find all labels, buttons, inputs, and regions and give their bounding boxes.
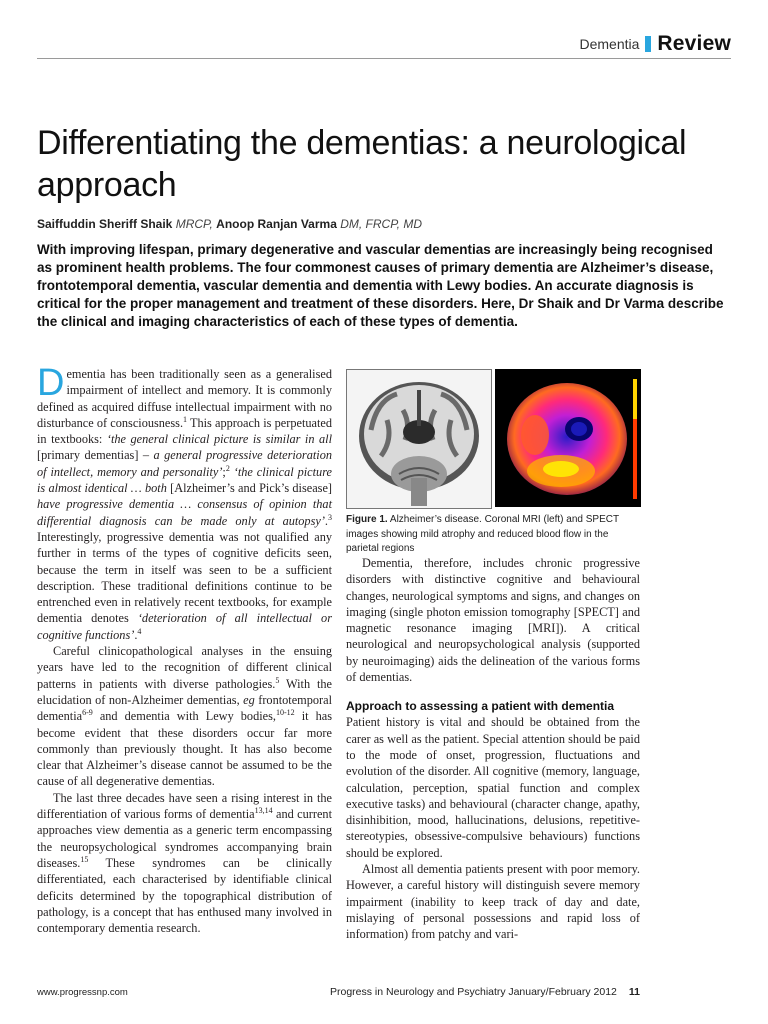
body-paragraph: Almost all dementia patients present with poor memory. However, a careful history will distinguish severe memory impairment (inability to keep track of day and date, mislaying of personal possessions and rapid loss of information) from patchy and vari-: [346, 862, 640, 942]
header-divider: [37, 58, 731, 59]
quote: have progressive dementia … consensus of opinion that differential diagnosis can be made only at autopsy’: [37, 497, 332, 528]
text-run: Interestingly, progressive dementia was not qualified any further in terms of the types of cognitive deficits seen, because the term in itself was seen to be a sufficient description. These traditional definitions continue to be entrenched even in relatively recent textbooks, for example dementia denotes: [37, 529, 332, 626]
author-line: [37, 217, 422, 231]
body-paragraph: [37, 362, 332, 643]
caption-text: Alzheimer’s disease. Coronal MRI (left) and SPECT images showing mild atrophy and reduced blood flow in the parietal regions: [346, 514, 619, 554]
section-heading: Approach to assessing a patient with dementia: [346, 699, 615, 714]
text-run: These syndromes can be clinically differentiated, each characterised by identifiable clinical deficits determined by the topographical distribution of pathology, is a concept that has enthused many involved in contemporary dementia research.: [37, 855, 332, 936]
body-paragraph: [37, 643, 332, 790]
text-run: The last three decades have seen a rising interest in the differentiation of various forms of dementia: [37, 790, 332, 822]
article-title: Differentiating the dementias: a neurological approach: [37, 124, 687, 204]
abbreviation: eg: [243, 692, 255, 707]
text-run: ementia has been traditionally seen as a generalised impairment of intellect and memory. It is commonly defined as acquired diffuse intellectual impairment with no disturbance of consciousness.: [37, 367, 332, 430]
quote: ‘deterioration of all intellectual or cognitive functions’: [37, 611, 332, 642]
journal-reference: [330, 986, 640, 998]
journal-name: Progress in Neurology and Psychiatry: [330, 986, 506, 998]
text-run: it has become evident that these disorders occur far more commonly than previously thought. It has also become clear that Alzheimer’s disease cannot be assumed to be the cause of all degenerative dementias.: [37, 709, 333, 789]
body-column-right: [346, 555, 640, 943]
body-paragraph: Patient history is vital and should be obtained from the carer as well as the patient. Special attention should be paid to the mode of onset, progression, fluctuations and evolution of the disorder. All cognitive (memory, language, calculation, perception, spatial function and complex executive tasks) and behavioural (character change, apathy, disinhibition, mood, hallucinations, delusions, repetitive-stereotypies, obsessive-compulsive behaviours) functions should be explored.: [346, 715, 640, 860]
author-name: Anoop Ranjan Varma: [216, 217, 337, 231]
author-qualifications: DM, FRCP, MD: [340, 217, 422, 231]
text-run: [Alzheimer’s and Pick’s disease]: [166, 481, 332, 496]
body-paragraph: [37, 790, 332, 937]
standfirst: With improving lifespan, primary degenerative and vascular dementias are increasingly being recognised as prominent health problems. The four commonest causes of primary dementia are Alzheimer’s disease, frontotemporal dementia, vascular dementia and dementia with Lewy bodies. An accurate diagnosis is critical for the proper management and treatment of these disorders. Here, Dr Shaik and Dr Varma describe the clinical and imaging characteristics of each of these types of dementia.: [37, 242, 724, 329]
citation: 6-9: [82, 708, 93, 718]
author-qualifications: MRCP,: [175, 217, 213, 231]
issue-date: January/February 2012: [508, 986, 617, 998]
body-paragraph: Dementia, therefore, includes chronic progressive disorders with distinctive cognitive and behavioural changes, neurological symptoms and signs, and changes on imaging (single photon emission tomography [SPECT] and magnetic resonance imaging [MRI]). A critical neurological and neuropsychological analysis (supported by neuroimaging) aids the delineation of the various forms of dementias.: [346, 556, 640, 685]
citation: 1: [183, 414, 188, 424]
figure-caption: [346, 513, 640, 557]
text-run: This approach is perpetuated in textbooks:: [37, 415, 332, 447]
author-name: Saiffuddin Sheriff Shaik: [37, 217, 173, 231]
text-run: .: [324, 513, 328, 528]
body-column-left: [37, 362, 333, 936]
page-number: 11: [628, 986, 640, 998]
citation: 13,14: [254, 806, 273, 816]
citation: 5: [275, 675, 280, 685]
figure-label: Figure 1.: [346, 514, 388, 525]
citation: 4: [137, 626, 142, 636]
quote: – a general progressive deterioration of intellect, memory and personality’: [37, 448, 332, 479]
drop-cap: D: [37, 362, 65, 404]
quote: ‘the clinical picture is almost identical … both: [37, 464, 332, 496]
text-run: [primary dementias]: [37, 448, 143, 463]
text-run: With the elucidation of non-Alzheimer dementias,: [37, 676, 333, 707]
citation: 10-12: [275, 708, 295, 718]
mri-brain-image: [346, 369, 492, 509]
text-run: ;: [222, 464, 226, 479]
citation: 2: [225, 463, 230, 473]
citation: 3: [328, 512, 332, 522]
text-run: frontotemporal dementia: [37, 692, 332, 724]
text-run: .: [134, 627, 138, 642]
blue-bar-icon: [645, 36, 651, 52]
spect-brain-image: [495, 369, 641, 507]
page-header: [580, 32, 732, 56]
text-run: and current approaches view dementia as a generic term encompassing the neuropsychological syndromes accompanying brain diseases.: [37, 807, 332, 870]
text-run: and dementia with Lewy bodies,: [92, 709, 276, 724]
text-run: Careful clinicopathological analyses in the ensuing years have led to the recognition of different clinical patterns in patients with diverse pathologies.: [37, 644, 332, 691]
article-type-label: Review: [657, 32, 731, 55]
section-label: Dementia: [579, 36, 640, 52]
journal-url: www.progressnp.com: [37, 987, 128, 998]
quote: ‘the general clinical picture is similar in all: [106, 432, 332, 447]
citation: 15: [80, 854, 89, 864]
